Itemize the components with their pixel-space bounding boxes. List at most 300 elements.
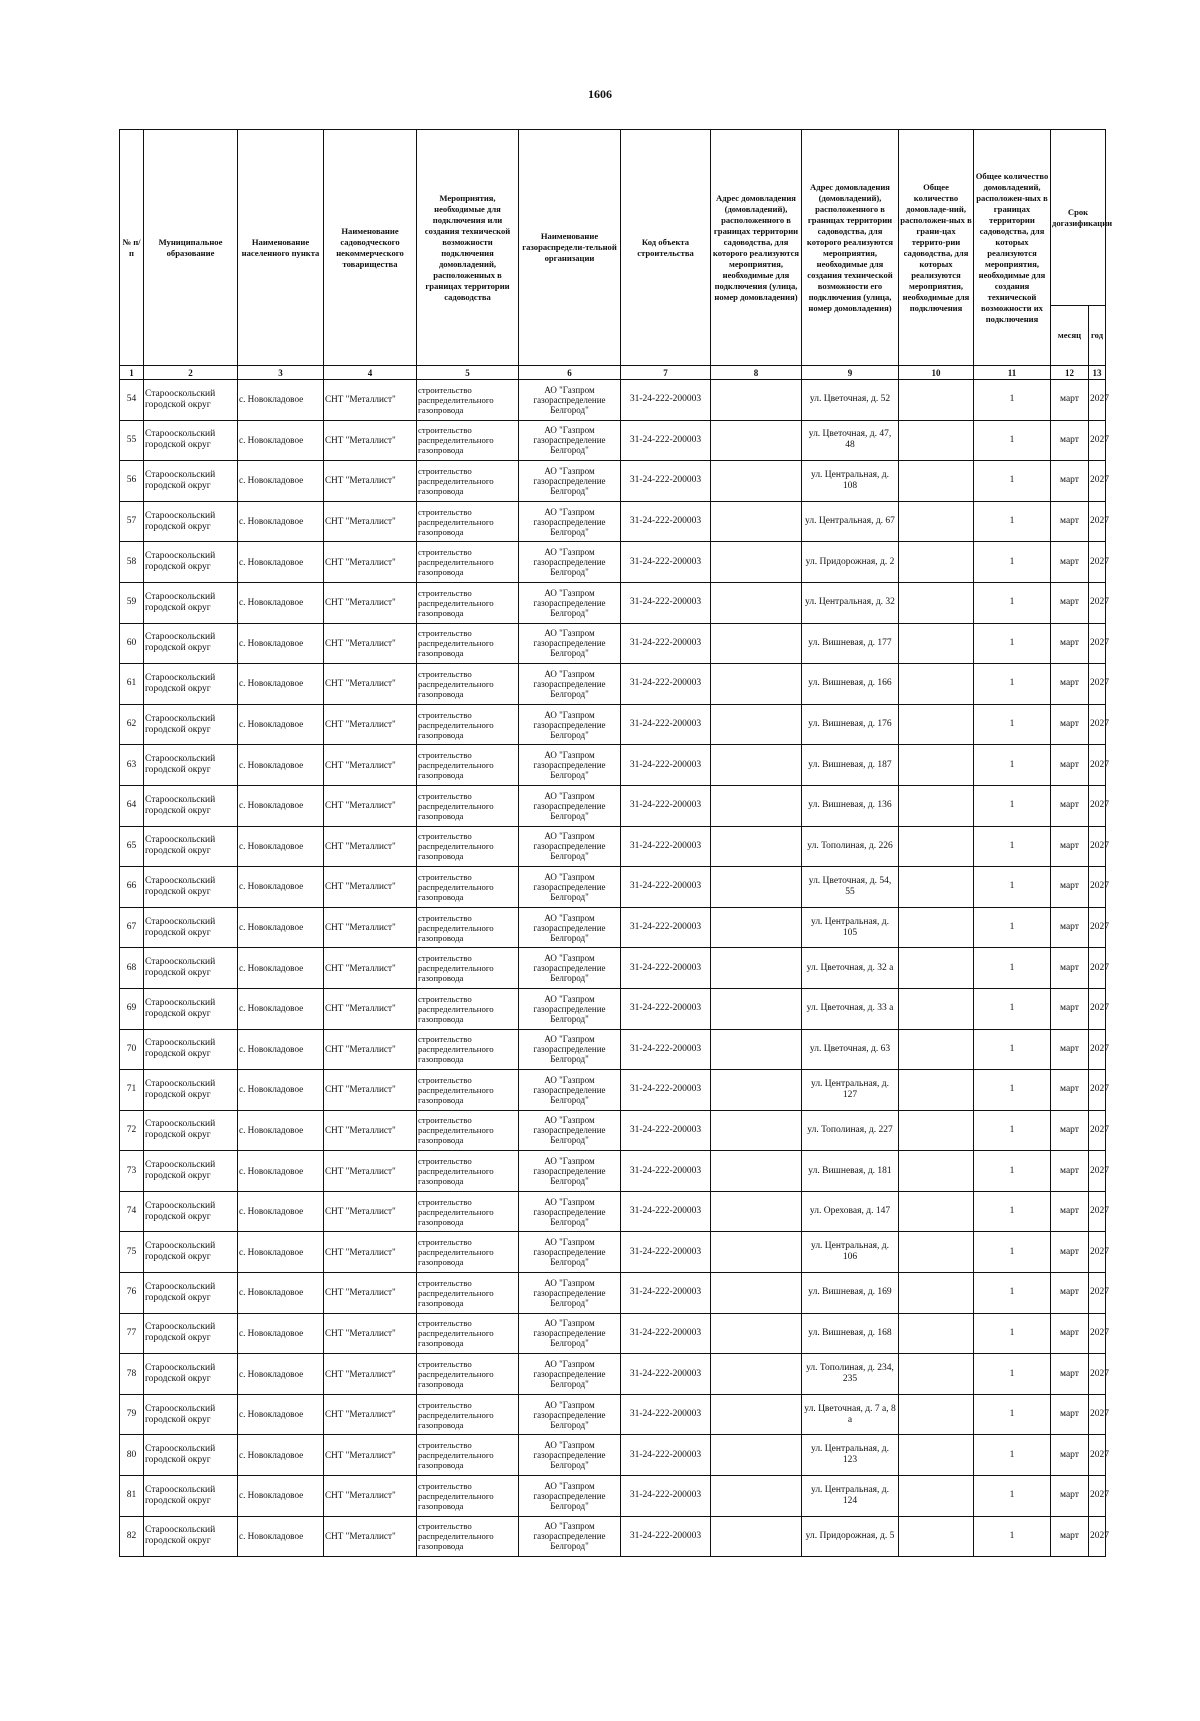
snt-cell: СНТ "Металлист" [324, 1232, 417, 1273]
year-cell: 2027 [1089, 664, 1106, 705]
gasification-table [119, 129, 1113, 1557]
organization-line: газораспределение [533, 638, 606, 649]
header-settlement: Наименование населенного пункта [238, 130, 324, 366]
object-code-cell: 31-24-222-200003 [621, 1435, 711, 1476]
snt-cell: СНТ "Металлист" [324, 745, 417, 786]
organization-cell [519, 542, 621, 583]
row-number: 69 [120, 988, 144, 1029]
address-capability-cell: ул. Вишневая, д. 176 [802, 704, 899, 745]
count-connection-cell [899, 380, 974, 421]
count-capability-cell: 1 [974, 948, 1051, 989]
object-code-cell: 31-24-222-200003 [621, 1273, 711, 1314]
year-cell: 2027 [1089, 988, 1106, 1029]
organization-line: АО "Газпром [544, 1359, 595, 1370]
organization-line: Белгород" [550, 1541, 589, 1552]
snt-cell: СНТ "Металлист" [324, 1110, 417, 1151]
organization-line: АО "Газпром [544, 790, 595, 801]
settlement-cell: с. Новокладовое [238, 542, 324, 583]
works-cell [417, 664, 519, 705]
address-connection-cell [711, 1273, 802, 1314]
works-cell [417, 1232, 519, 1273]
works-line: газопровода [418, 1541, 464, 1552]
address-connection-cell [711, 501, 802, 542]
table-row [120, 1151, 1106, 1192]
municipality-cell: Старооскольский городской округ [144, 988, 238, 1029]
works-line: распределительного [418, 963, 494, 974]
organization-line: Белгород" [550, 1419, 589, 1430]
organization-line: АО "Газпром [544, 1196, 595, 1207]
works-line: распределительного [418, 1328, 494, 1339]
works-line: строительство [418, 1074, 472, 1085]
row-number: 68 [120, 948, 144, 989]
organization-cell [519, 1394, 621, 1435]
organization-line: Белгород" [550, 485, 589, 496]
municipality-cell: Старооскольский городской округ [144, 1354, 238, 1395]
organization-line: Белгород" [550, 445, 589, 456]
table-row [120, 1516, 1106, 1557]
row-number: 72 [120, 1110, 144, 1151]
works-line: газопровода [418, 1257, 464, 1268]
table-row [120, 542, 1106, 583]
organization-line: АО "Газпром [544, 1521, 595, 1532]
municipality-cell: Старооскольский городской округ [144, 582, 238, 623]
address-capability-cell: ул. Центральная, д. 127 [802, 1070, 899, 1111]
address-connection-cell [711, 1191, 802, 1232]
row-number: 63 [120, 745, 144, 786]
row-number: 76 [120, 1273, 144, 1314]
count-capability-cell: 1 [974, 1191, 1051, 1232]
object-code-cell: 31-24-222-200003 [621, 1313, 711, 1354]
municipality-cell: Старооскольский городской округ [144, 785, 238, 826]
object-code-cell: 31-24-222-200003 [621, 867, 711, 908]
works-line: распределительного [418, 435, 494, 446]
address-connection-cell [711, 1029, 802, 1070]
works-line: газопровода [418, 932, 464, 943]
month-cell: март [1051, 1110, 1089, 1151]
organization-line: газораспределение [533, 678, 606, 689]
object-code-cell: 31-24-222-200003 [621, 380, 711, 421]
organization-cell [519, 1476, 621, 1517]
year-cell: 2027 [1089, 826, 1106, 867]
snt-cell: СНТ "Металлист" [324, 1354, 417, 1395]
settlement-cell: с. Новокладовое [238, 623, 324, 664]
row-number: 73 [120, 1151, 144, 1192]
row-number: 54 [120, 380, 144, 421]
address-capability-cell: ул. Тополиная, д. 227 [802, 1110, 899, 1151]
address-connection-cell [711, 380, 802, 421]
works-line: распределительного [418, 638, 494, 649]
count-capability-cell: 1 [974, 380, 1051, 421]
month-cell: март [1051, 1516, 1089, 1557]
column-number: 8 [711, 366, 802, 380]
organization-line: газораспределение [533, 963, 606, 974]
works-line: распределительного [418, 1206, 494, 1217]
count-connection-cell [899, 948, 974, 989]
count-capability-cell: 1 [974, 1110, 1051, 1151]
municipality-cell: Старооскольский городской округ [144, 1191, 238, 1232]
organization-line: АО "Газпром [544, 871, 595, 882]
works-line: строительство [418, 506, 472, 517]
address-capability-cell: ул. Цветочная, д. 54, 55 [802, 867, 899, 908]
address-connection-cell [711, 988, 802, 1029]
year-cell: 2027 [1089, 1354, 1106, 1395]
organization-line: газораспределение [533, 1166, 606, 1177]
municipality-cell: Старооскольский городской округ [144, 907, 238, 948]
object-code-cell: 31-24-222-200003 [621, 1070, 711, 1111]
settlement-cell: с. Новокладовое [238, 826, 324, 867]
works-line: строительство [418, 993, 472, 1004]
organization-line: газораспределение [533, 475, 606, 486]
count-connection-cell [899, 1435, 974, 1476]
organization-cell [519, 745, 621, 786]
works-line: строительство [418, 1480, 472, 1491]
object-code-cell: 31-24-222-200003 [621, 1110, 711, 1151]
month-cell: март [1051, 1435, 1089, 1476]
year-cell: 2027 [1089, 745, 1106, 786]
count-capability-cell: 1 [974, 1029, 1051, 1070]
works-line: распределительного [418, 1166, 494, 1177]
object-code-cell: 31-24-222-200003 [621, 745, 711, 786]
address-capability-cell: ул. Цветочная, д. 7 а, 8 а [802, 1394, 899, 1435]
organization-cell [519, 1029, 621, 1070]
row-number: 80 [120, 1435, 144, 1476]
table-row [120, 582, 1106, 623]
works-line: распределительного [418, 1287, 494, 1298]
works-line: строительство [418, 587, 472, 598]
count-connection-cell [899, 826, 974, 867]
count-connection-cell [899, 988, 974, 1029]
snt-cell: СНТ "Металлист" [324, 623, 417, 664]
settlement-cell: с. Новокладовое [238, 1394, 324, 1435]
header-term: Срок догазификации [1051, 130, 1106, 306]
count-connection-cell [899, 1516, 974, 1557]
address-connection-cell [711, 1476, 802, 1517]
organization-line: Белгород" [550, 1054, 589, 1065]
address-capability-cell: ул. Цветочная, д. 63 [802, 1029, 899, 1070]
works-line: газопровода [418, 973, 464, 984]
count-capability-cell: 1 [974, 501, 1051, 542]
object-code-cell: 31-24-222-200003 [621, 1029, 711, 1070]
object-code-cell: 31-24-222-200003 [621, 420, 711, 461]
municipality-cell: Старооскольский городской округ [144, 1029, 238, 1070]
count-connection-cell [899, 704, 974, 745]
works-line: строительство [418, 668, 472, 679]
count-connection-cell [899, 1232, 974, 1273]
address-capability-cell: ул. Вишневая, д. 187 [802, 745, 899, 786]
snt-cell: СНТ "Металлист" [324, 704, 417, 745]
organization-line: газораспределение [533, 881, 606, 892]
organization-cell [519, 1313, 621, 1354]
table-row [120, 1476, 1106, 1517]
month-cell: март [1051, 1476, 1089, 1517]
year-cell: 2027 [1089, 1394, 1106, 1435]
organization-cell [519, 704, 621, 745]
settlement-cell: с. Новокладовое [238, 907, 324, 948]
works-line: распределительного [418, 1084, 494, 1095]
snt-cell: СНТ "Металлист" [324, 420, 417, 461]
address-connection-cell [711, 785, 802, 826]
month-cell: март [1051, 1394, 1089, 1435]
address-connection-cell [711, 461, 802, 502]
organization-line: АО "Газпром [544, 1156, 595, 1167]
count-connection-cell [899, 907, 974, 948]
organization-cell [519, 988, 621, 1029]
works-line: строительство [418, 709, 472, 720]
address-capability-cell: ул. Цветочная, д. 33 а [802, 988, 899, 1029]
month-cell: март [1051, 1232, 1089, 1273]
table-row [120, 907, 1106, 948]
works-line: газопровода [418, 1379, 464, 1390]
address-connection-cell [711, 1394, 802, 1435]
organization-cell [519, 664, 621, 705]
organization-line: Белгород" [550, 1460, 589, 1471]
works-line: строительство [418, 912, 472, 923]
works-line: строительство [418, 628, 472, 639]
organization-line: газораспределение [533, 1287, 606, 1298]
organization-line: Белгород" [550, 932, 589, 943]
year-cell: 2027 [1089, 1232, 1106, 1273]
organization-line: Белгород" [550, 1297, 589, 1308]
month-cell: март [1051, 907, 1089, 948]
address-connection-cell [711, 1435, 802, 1476]
address-connection-cell [711, 1110, 802, 1151]
settlement-cell: с. Новокладовое [238, 1435, 324, 1476]
organization-line: АО "Газпром [544, 547, 595, 558]
count-capability-cell: 1 [974, 867, 1051, 908]
count-capability-cell: 1 [974, 1151, 1051, 1192]
object-code-cell: 31-24-222-200003 [621, 826, 711, 867]
organization-line: газораспределение [533, 1084, 606, 1095]
address-capability-cell: ул. Вишневая, д. 177 [802, 623, 899, 664]
organization-line: Белгород" [550, 1135, 589, 1146]
works-cell [417, 501, 519, 542]
settlement-cell: с. Новокладовое [238, 1273, 324, 1314]
municipality-cell: Старооскольский городской округ [144, 867, 238, 908]
works-cell [417, 1313, 519, 1354]
works-cell [417, 988, 519, 1029]
address-connection-cell [711, 1232, 802, 1273]
row-number: 79 [120, 1394, 144, 1435]
address-connection-cell [711, 704, 802, 745]
organization-line: АО "Газпром [544, 425, 595, 436]
count-capability-cell: 1 [974, 461, 1051, 502]
organization-line: АО "Газпром [544, 831, 595, 842]
address-connection-cell [711, 1151, 802, 1192]
count-connection-cell [899, 1476, 974, 1517]
organization-line: Белгород" [550, 404, 589, 415]
organization-line: Белгород" [550, 851, 589, 862]
address-connection-cell [711, 1070, 802, 1111]
works-line: газопровода [418, 607, 464, 618]
row-number: 71 [120, 1070, 144, 1111]
organization-line: Белгород" [550, 729, 589, 740]
object-code-cell: 31-24-222-200003 [621, 1354, 711, 1395]
object-code-cell: 31-24-222-200003 [621, 1191, 711, 1232]
works-cell [417, 1110, 519, 1151]
organization-line: Белгород" [550, 810, 589, 821]
organization-line: АО "Газпром [544, 1237, 595, 1248]
organization-cell [519, 867, 621, 908]
settlement-cell: с. Новокладовое [238, 1029, 324, 1070]
snt-cell: СНТ "Металлист" [324, 1191, 417, 1232]
snt-cell: СНТ "Металлист" [324, 948, 417, 989]
organization-line: АО "Газпром [544, 384, 595, 395]
works-line: газопровода [418, 729, 464, 740]
month-cell: март [1051, 785, 1089, 826]
municipality-cell: Старооскольский городской округ [144, 948, 238, 989]
address-connection-cell [711, 420, 802, 461]
snt-cell: СНТ "Металлист" [324, 380, 417, 421]
count-connection-cell [899, 785, 974, 826]
column-number: 12 [1051, 366, 1089, 380]
row-number: 81 [120, 1476, 144, 1517]
table-row [120, 948, 1106, 989]
year-cell: 2027 [1089, 461, 1106, 502]
address-connection-cell [711, 1354, 802, 1395]
settlement-cell: с. Новокладовое [238, 461, 324, 502]
year-cell: 2027 [1089, 1476, 1106, 1517]
works-line: строительство [418, 1440, 472, 1451]
snt-cell: СНТ "Металлист" [324, 826, 417, 867]
year-cell: 2027 [1089, 501, 1106, 542]
year-cell: 2027 [1089, 542, 1106, 583]
snt-cell: СНТ "Металлист" [324, 542, 417, 583]
address-capability-cell: ул. Вишневая, д. 169 [802, 1273, 899, 1314]
works-line: распределительного [418, 1531, 494, 1542]
header-count-capability: Общее количество домовладений, расположен-ных в границах территории садоводства, для которых реализуются мероприятия, необходимые для создания технической возможности их подключения [974, 130, 1051, 366]
object-code-cell: 31-24-222-200003 [621, 988, 711, 1029]
table-row [120, 745, 1106, 786]
table-body [120, 380, 1109, 1557]
works-cell [417, 461, 519, 502]
count-connection-cell [899, 420, 974, 461]
works-line: распределительного [418, 678, 494, 689]
month-cell: март [1051, 745, 1089, 786]
row-number: 82 [120, 1516, 144, 1557]
address-capability-cell: ул. Вишневая, д. 168 [802, 1313, 899, 1354]
year-cell: 2027 [1089, 1273, 1106, 1314]
organization-line: газораспределение [533, 760, 606, 771]
row-number: 67 [120, 907, 144, 948]
works-line: газопровода [418, 1460, 464, 1471]
row-number: 55 [120, 420, 144, 461]
works-line: строительство [418, 384, 472, 395]
municipality-cell: Старооскольский городской округ [144, 1476, 238, 1517]
address-connection-cell [711, 664, 802, 705]
header-municipality: Муниципальное образование [144, 130, 238, 366]
count-capability-cell: 1 [974, 664, 1051, 705]
header-works: Мероприятия, необходимые для подключения или создания технической возможности подключения домовладений, расположенных в границах территории садоводства [417, 130, 519, 366]
table-row [120, 420, 1106, 461]
count-connection-cell [899, 1394, 974, 1435]
municipality-cell: Старооскольский городской округ [144, 1516, 238, 1557]
column-number: 11 [974, 366, 1051, 380]
header-object-code: Код объекта строительства [621, 130, 711, 366]
works-line: строительство [418, 547, 472, 558]
table-row [120, 1435, 1106, 1476]
municipality-cell: Старооскольский городской округ [144, 420, 238, 461]
municipality-cell: Старооскольский городской округ [144, 1232, 238, 1273]
organization-line: АО "Газпром [544, 750, 595, 761]
snt-cell: СНТ "Металлист" [324, 1029, 417, 1070]
organization-cell [519, 1232, 621, 1273]
address-capability-cell: ул. Цветочная, д. 32 а [802, 948, 899, 989]
organization-line: АО "Газпром [544, 668, 595, 679]
organization-line: газораспределение [533, 1328, 606, 1339]
month-cell: март [1051, 826, 1089, 867]
organization-line: Белгород" [550, 1379, 589, 1390]
works-line: строительство [418, 425, 472, 436]
settlement-cell: с. Новокладовое [238, 1354, 324, 1395]
works-line: газопровода [418, 770, 464, 781]
address-capability-cell: ул. Центральная, д. 106 [802, 1232, 899, 1273]
organization-line: АО "Газпром [544, 465, 595, 476]
works-cell [417, 867, 519, 908]
works-line: распределительного [418, 1247, 494, 1258]
organization-line: Белгород" [550, 891, 589, 902]
works-line: строительство [418, 465, 472, 476]
works-line: распределительного [418, 760, 494, 771]
organization-line: АО "Газпром [544, 1074, 595, 1085]
object-code-cell: 31-24-222-200003 [621, 461, 711, 502]
works-cell [417, 1191, 519, 1232]
works-line: газопровода [418, 526, 464, 537]
settlement-cell: с. Новокладовое [238, 582, 324, 623]
organization-cell [519, 785, 621, 826]
works-line: строительство [418, 1318, 472, 1329]
works-line: распределительного [418, 881, 494, 892]
settlement-cell: с. Новокладовое [238, 1476, 324, 1517]
organization-line: Белгород" [550, 526, 589, 537]
works-cell [417, 1029, 519, 1070]
snt-cell: СНТ "Металлист" [324, 582, 417, 623]
month-cell: март [1051, 1313, 1089, 1354]
year-cell: 2027 [1089, 1191, 1106, 1232]
year-cell: 2027 [1089, 1110, 1106, 1151]
municipality-cell: Старооскольский городской округ [144, 501, 238, 542]
count-capability-cell: 1 [974, 826, 1051, 867]
table-row [120, 1273, 1106, 1314]
organization-line: Белгород" [550, 1338, 589, 1349]
object-code-cell: 31-24-222-200003 [621, 582, 711, 623]
column-number-row [120, 366, 1106, 380]
organization-line: газораспределение [533, 597, 606, 608]
count-connection-cell [899, 1029, 974, 1070]
snt-cell: СНТ "Металлист" [324, 1394, 417, 1435]
organization-line: Белгород" [550, 1176, 589, 1187]
address-connection-cell [711, 745, 802, 786]
column-number: 4 [324, 366, 417, 380]
works-line: газопровода [418, 648, 464, 659]
settlement-cell: с. Новокладовое [238, 1070, 324, 1111]
snt-cell: СНТ "Металлист" [324, 1273, 417, 1314]
row-number: 74 [120, 1191, 144, 1232]
count-capability-cell: 1 [974, 1070, 1051, 1111]
works-line: распределительного [418, 475, 494, 486]
count-capability-cell: 1 [974, 542, 1051, 583]
snt-cell: СНТ "Металлист" [324, 785, 417, 826]
works-line: газопровода [418, 567, 464, 578]
count-capability-cell: 1 [974, 745, 1051, 786]
snt-cell: СНТ "Металлист" [324, 988, 417, 1029]
works-cell [417, 704, 519, 745]
column-number: 6 [519, 366, 621, 380]
count-connection-cell [899, 745, 974, 786]
organization-line: газораспределение [533, 719, 606, 730]
organization-cell [519, 1151, 621, 1192]
works-line: распределительного [418, 1044, 494, 1055]
organization-cell [519, 1516, 621, 1557]
